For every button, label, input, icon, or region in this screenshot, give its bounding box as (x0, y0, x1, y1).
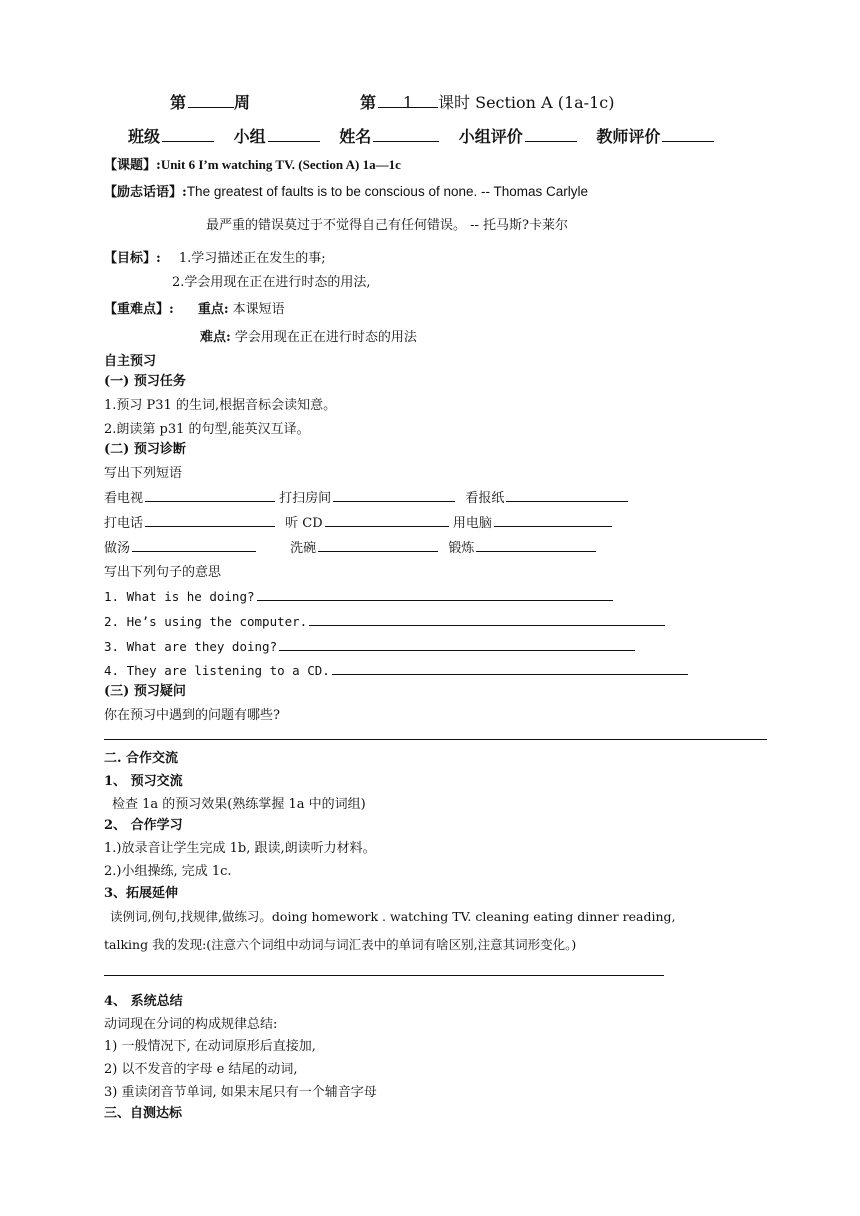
sentence-answer-4[interactable] (332, 660, 688, 675)
self-test-title: 三、自测达标 (104, 1106, 183, 1121)
cooperative-item-2: 2.)小组操练, 完成 1c. (104, 864, 232, 879)
motto-chinese: 最严重的错误莫过于不觉得自己有任何错误。 -- 托马斯?卡莱尔 (206, 218, 569, 233)
phrase-answer-3[interactable] (506, 487, 628, 502)
question-text: 你在预习中遇到的问题有哪些? (104, 708, 280, 723)
extension-line-2: talking 我的发现:(注意六个词组中动词与词汇表中的单词有啥区别,注意其词形变化。) (104, 937, 577, 952)
phrase-answer-6[interactable] (494, 512, 612, 527)
cooperation-title: 二. 合作交流 (104, 751, 179, 766)
task-2: 2.朗读第 p31 的句型,能英汉互译。 (104, 422, 310, 437)
topic: 【课题】:Unit 6 I’m watching TV. (Section A) 1a—1c (104, 157, 401, 173)
cooperative-item-1: 1.)放录音让学生完成 1b, 跟读,朗读听力材料。 (104, 841, 376, 856)
extension-answer-line[interactable] (104, 975, 664, 976)
group-eval-field[interactable] (525, 127, 577, 142)
sentence-answer-1[interactable] (257, 586, 613, 601)
question-answer-line[interactable] (104, 739, 767, 740)
sentence-answer-3[interactable] (279, 636, 635, 651)
phrase-answer-9[interactable] (476, 537, 596, 552)
sentence-2: 2. He’s using the computer. (104, 611, 665, 629)
summary-title: 4、 系统总结 (104, 994, 183, 1009)
name-field[interactable] (373, 127, 439, 142)
sentence-3: 3. What are they doing? (104, 636, 635, 654)
class-field[interactable] (162, 127, 214, 142)
phrase-answer-7[interactable] (132, 537, 256, 552)
phrase-answer-4[interactable] (145, 512, 275, 527)
task-title: (一) 预习任务 (104, 374, 186, 389)
phrase-row-2: 打电话 听 CD 用电脑 (104, 512, 612, 531)
sentence-1: 1. What is he doing? (104, 586, 613, 604)
phrase-answer-5[interactable] (325, 512, 449, 527)
phrases-prompt: 写出下列短语 (104, 466, 183, 481)
extension-line-1: 读例词,例句,找规律,做练习。doing homework . watching TV. cleaning eating dinner reading, (110, 909, 676, 924)
key-points: 【重难点】: 重点: 本课短语 (104, 302, 285, 317)
cooperative-study-title: 2、 合作学习 (104, 818, 183, 833)
header-week: 第 周 (170, 93, 251, 112)
extension-title: 3、拓展延伸 (104, 886, 179, 901)
phrase-row-3: 做汤 洗碗 锻炼 (104, 537, 596, 556)
phrase-answer-8[interactable] (318, 537, 438, 552)
summary-item-2: 2) 以不发音的字母 e 结尾的动词, (104, 1062, 298, 1077)
sentence-answer-2[interactable] (309, 611, 665, 626)
summary-item-1: 1) 一般情况下, 在动词原形后直接加, (104, 1039, 316, 1054)
header-lesson: 第 1 课时 Section A (1a-1c) (360, 93, 615, 112)
goals: 【目标】: 1.学习描述正在发生的事; (104, 251, 326, 266)
task-1: 1.预习 P31 的生词,根据音标会读知意。 (104, 398, 337, 413)
phrase-answer-1[interactable] (145, 487, 275, 502)
diagnosis-title: (二) 预习诊断 (104, 442, 186, 457)
phrase-answer-2[interactable] (333, 487, 455, 502)
self-study-title: 自主预习 (104, 354, 157, 369)
lesson-number: 1 (378, 93, 438, 108)
preview-exchange-title: 1、 预习交流 (104, 774, 183, 789)
summary-item-3: 3) 重读闭音节单词, 如果末尾只有一个辅音字母 (104, 1085, 377, 1100)
question-title: (三) 预习疑问 (104, 684, 186, 699)
teacher-eval-field[interactable] (662, 127, 714, 142)
phrase-row-1: 看电视 打扫房间 看报纸 (104, 487, 628, 506)
sentence-4: 4. They are listening to a CD. (104, 660, 688, 678)
week-blank[interactable] (188, 93, 234, 108)
sentences-prompt: 写出下列句子的意思 (104, 565, 222, 580)
summary-text: 动词现在分词的构成规律总结: (104, 1017, 278, 1032)
group-field[interactable] (268, 127, 320, 142)
difficult-points: 难点: 学会用现在正在进行时态的用法 (200, 330, 417, 345)
motto-english: 【励志话语】:The greatest of faults is to be conscious of none. -- Thomas Carlyle (104, 184, 589, 200)
info-row: 班级 小组 姓名 小组评价 教师评价 (128, 124, 714, 147)
goals-item2: 2.学会用现在正在进行时态的用法, (172, 275, 371, 290)
preview-exchange-text: 检查 1a 的预习效果(熟练掌握 1a 中的词组) (112, 797, 366, 812)
